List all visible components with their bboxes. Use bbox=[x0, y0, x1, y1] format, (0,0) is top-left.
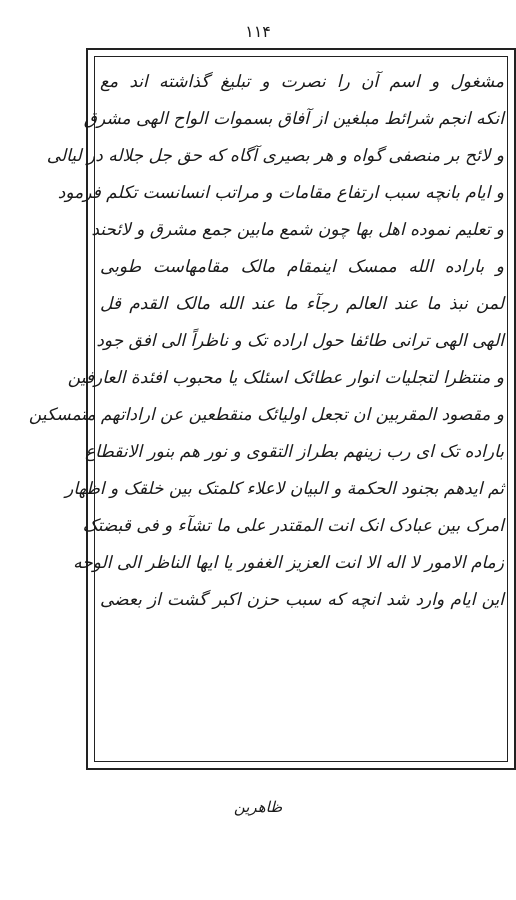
page-number: ۱۱۴ bbox=[245, 22, 271, 41]
text-line: لمن نبذ ما عند العالم رجآء ما عند الله مالک القدم قل bbox=[100, 294, 504, 314]
text-line: ثم ایدهم بجنود الحکمة و البیان لاعلاء کلمتک بین خلقک و اظهار bbox=[65, 479, 504, 499]
text-line: زمام الامور لا اله الا انت العزیز الغفور یا ایها الناظر الی الوجه bbox=[73, 553, 504, 573]
text-line: مشغول و اسم آن را نصرت و تبلیغ گذاشته اند مع bbox=[100, 72, 504, 92]
catchword: ظاهرین bbox=[233, 798, 283, 816]
text-line: و تعلیم نموده اهل بها چون شمع مابین جمع مشرق و لائحند bbox=[91, 220, 504, 240]
text-line: الهی الهی ترانی طائفا حول اراده تک و ناظراً الی افق جود bbox=[96, 331, 504, 351]
text-line: و لائح بر منصفی گواه و هر بصیری آگاه که حق جل جلاله در لیالی bbox=[46, 146, 504, 166]
text-line: و منتظرا لتجلیات انوار عطائک اسئلک یا محبوب افئدة العارفین bbox=[67, 368, 504, 388]
text-line: و ایام بانچه سبب ارتفاع مقامات و مراتب انسانست تکلم فرمود bbox=[57, 183, 504, 203]
text-line: انکه انجم شرائط مبلغین از آفاق بسموات الواح الهی مشرق bbox=[83, 109, 504, 129]
text-line: این ایام وارد شد انچه که سبب حزن اکبر گشت از بعضی bbox=[100, 590, 504, 610]
manuscript-text-block bbox=[28, 64, 508, 754]
text-line: امرک بین عبادک انک انت المقتدر علی ما تشآء و فی قبضتک bbox=[82, 516, 504, 536]
text-line: و باراده الله ممسک اینمقام مالک مقامهاست طوبی bbox=[100, 257, 504, 277]
text-line: و مقصود المقربین ان تجعل اولیائک منقطعین عن اراداتهم متمسکین bbox=[28, 405, 504, 425]
text-line: باراده تک ای رب زینهم بطراز التقوی و نور هم بنور الانقطاع bbox=[85, 442, 504, 462]
